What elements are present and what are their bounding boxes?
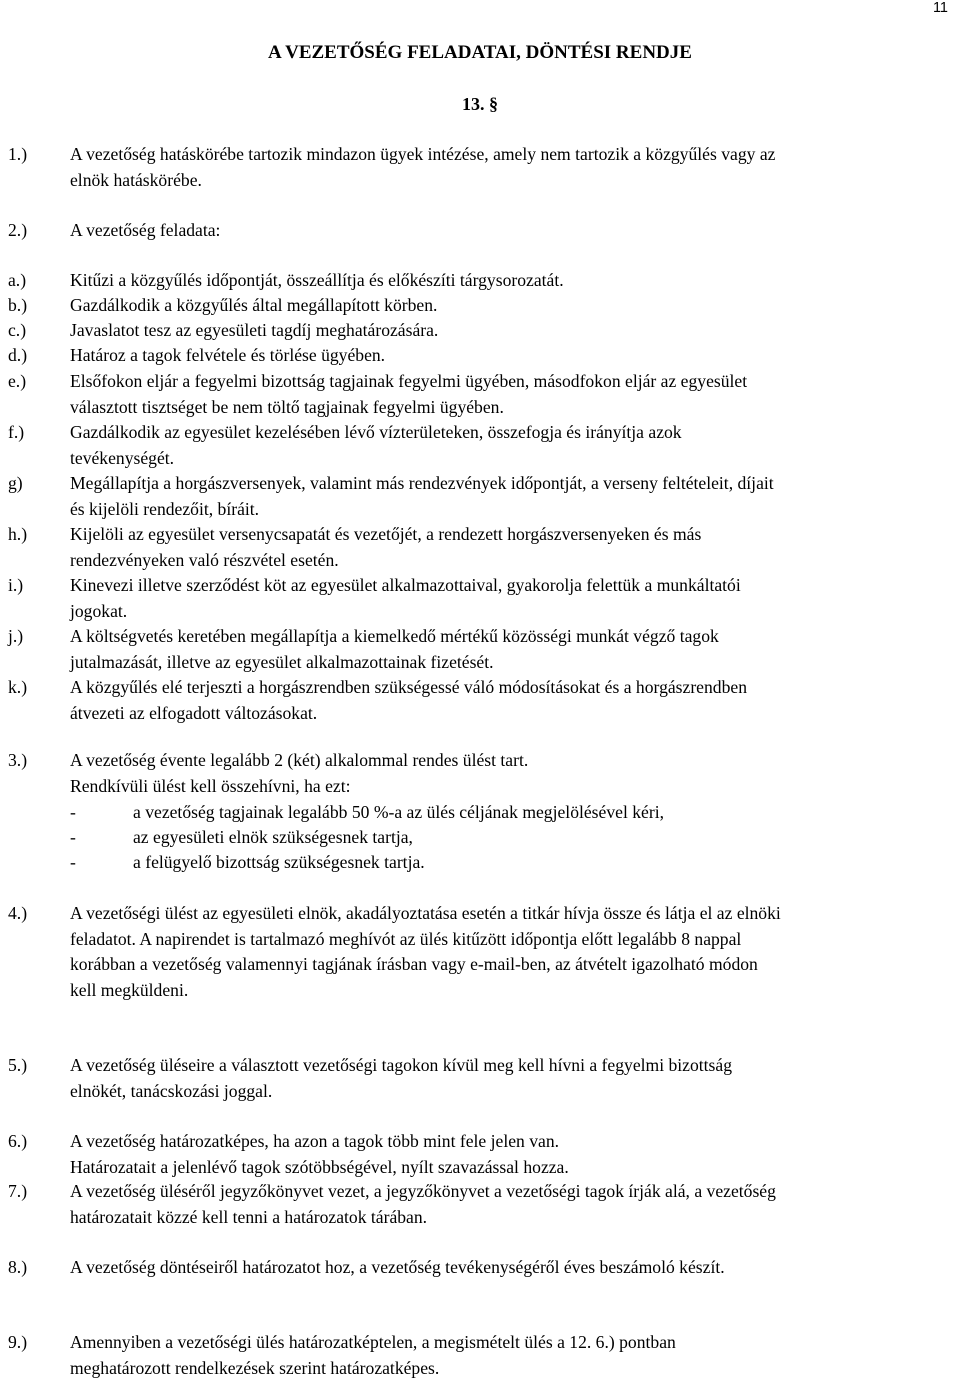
text-line: rendezvényeken való részvétel esetén. (70, 549, 339, 570)
list-item-label: e.) (8, 371, 27, 391)
list-item-text (70, 318, 955, 344)
text-line: Gazdálkodik az egyesület kezelésében lévő vízterületeken, összefogja és irányítja azok (70, 422, 682, 442)
list-item-text (70, 420, 955, 471)
paragraph-label: 7.) (8, 1181, 28, 1201)
text-line: Kijelöli az egyesület versenycsapatát és vezetőjét, a rendezett horgászversenyeken és más (70, 524, 702, 544)
list-item-text (70, 675, 955, 726)
text-line: A közgyűlés elé terjeszti a horgászrendben szükségessé váló módosításokat és a horgászrendben (70, 677, 747, 697)
list-item-label: c.) (8, 320, 27, 340)
text-line: és kijelöli rendezőit, bíráit. (70, 498, 260, 519)
paragraph-label: 2.) (8, 220, 28, 240)
text-line: A vezetőség döntéseiről határozatot hoz, a vezetőség tevékenységéről éves beszámoló készít. (70, 1257, 725, 1277)
dash-bullet: - (70, 802, 76, 822)
text-line: Határozatait a jelenlévő tagok szótöbbségével, nyílt szavazással hozza. (70, 1156, 569, 1177)
paragraph-text (70, 1179, 955, 1230)
text-line: kell megküldeni. (70, 979, 189, 1000)
text-line-part: Amennyiben a vezetőségi ülés határozatképtelen, a megismételt ülés a 12. 6.) pontban (70, 1332, 676, 1352)
list-item-label: b.) (8, 295, 28, 315)
text-line: választott tisztséget be nem töltő tagjainak fegyelmi ügyében. (70, 396, 504, 417)
section-sign-icon: § (484, 94, 498, 114)
document-title: A VEZETŐSÉG FELADATAI, DÖNTÉSI RENDJE (268, 42, 692, 63)
text-line: korábban a vezetőség valamennyi tagjának írásban vagy e-mail-ben, az átvételt igazolható módon (70, 954, 758, 975)
list-item-label: a.) (8, 270, 27, 290)
list-item-text (70, 268, 955, 294)
text-line (70, 1330, 955, 1356)
text-line: A költségvetés keretében megállapítja a kiemelkedő mértékű közösségi munkát végző tagok (70, 626, 719, 646)
text-line: tevékenységét. (70, 447, 175, 468)
text-line: Kinevezi illetve szerződést köt az egyesület alkalmazottaival, gyakorolja felettük a munkáltatói (70, 575, 741, 595)
paragraph-text (70, 1330, 955, 1381)
paragraph-label: 9.) (8, 1332, 28, 1352)
dash-item-text: az egyesületi elnök szükségesnek tartja, (133, 827, 413, 847)
paragraph-text (70, 1129, 955, 1180)
paragraph-text (70, 1053, 955, 1104)
paragraph-text (70, 142, 955, 193)
text-line: A vezetőség évente legalább 2 (két) alkalommal rendes ülést tart. (70, 750, 529, 770)
dash-item-text: a vezetőség tagjainak legalább 50 %-a az ülés céljának megjelölésével kéri, (133, 802, 664, 822)
text-line: jutalmazását, illetve az egyesület alkalmazottainak fizetését. (70, 651, 494, 672)
text-line: A vezetőségi ülést az egyesületi elnök, akadályoztatása esetén a titkár hívja össze és látja el az elnöki (70, 903, 781, 923)
list-item-text (70, 369, 955, 420)
text-line: Gazdálkodik a közgyűlés által megállapított körben. (70, 295, 438, 315)
text-line: Javaslatot tesz az egyesületi tagdíj meghatározására. (70, 320, 439, 340)
list-item-text (70, 471, 955, 522)
paragraph-label: 5.) (8, 1055, 28, 1075)
paragraph-label: 1.) (8, 144, 28, 164)
list-item-label: f.) (8, 422, 25, 442)
text-line: Határoz a tagok felvétele és törlése ügyében. (70, 345, 386, 365)
list-item-text (70, 573, 955, 624)
paragraph-text: A vezetőség feladata: (70, 220, 221, 240)
dash-bullet: - (70, 827, 76, 847)
list-item-label: d.) (8, 345, 28, 365)
list-item-label: i.) (8, 575, 24, 595)
dash-item-text: a felügyelő bizottság szükségesnek tartja. (133, 852, 425, 872)
text-line: Megállapítja a horgászversenyek, valamint más rendezvények időpontját, a verseny feltételeit, díjait (70, 473, 774, 493)
list-item-text (70, 624, 955, 675)
list-item-label: g) (8, 473, 23, 493)
section-number (0, 92, 960, 118)
text-line: meghatározott rendelkezések szerint határozatképes. (70, 1357, 440, 1378)
text-line: feladatot. A napirendet is tartalmazó meghívót az ülés kitűzött időpontja előtt legalább 8 nappal (70, 928, 742, 949)
text-line: Kitűzi a közgyűlés időpontját, összeállítja és előkészíti tárgysorozatát. (70, 270, 564, 290)
text-line: Rendkívüli ülést kell összehívni, ha ezt: (70, 775, 351, 796)
text-line: jogokat. (70, 600, 128, 621)
page-number: 11 (932, 0, 948, 16)
paragraph-label: 3.) (8, 750, 28, 770)
text-line: elnökét, tanácskozási joggal. (70, 1080, 273, 1101)
section-number-text: 13. (462, 94, 485, 114)
list-item-text (70, 343, 955, 369)
list-item-text (70, 522, 955, 573)
text-line: határozatait közzé kell tenni a határozatok tárában. (70, 1206, 428, 1227)
text-line: elnök hatáskörébe. (70, 169, 202, 190)
text-line: A vezetőség üléséről jegyzőkönyvet vezet, a jegyzőkönyvet a vezetőségi tagok írják alá, a vezetőség (70, 1181, 776, 1201)
list-item-label: k.) (8, 677, 28, 697)
paragraph-text (70, 748, 955, 799)
paragraph-text (70, 1255, 955, 1281)
list-item-label: h.) (8, 524, 28, 544)
list-item-label: j.) (8, 626, 24, 646)
text-line: A vezetőség határozatképes, ha azon a tagok több mint fele jelen van. (70, 1131, 560, 1151)
paragraph-label: 4.) (8, 903, 28, 923)
paragraph-label: 6.) (8, 1131, 28, 1151)
list-item-text (70, 293, 955, 319)
text-line: Elsőfokon eljár a fegyelmi bizottság tagjainak fegyelmi ügyében, másodfokon eljár az egyesület (70, 371, 748, 391)
text-line: átvezeti az elfogadott változásokat. (70, 702, 318, 723)
text-line: A vezetőség üléseire a választott vezetőségi tagokon kívül meg kell hívni a fegyelmi bizottság (70, 1055, 733, 1075)
paragraph-text (70, 901, 955, 1003)
dash-bullet: - (70, 852, 76, 872)
text-line: A vezetőség hatáskörébe tartozik mindazon ügyek intézése, amely nem tartozik a közgyűlés vagy az (70, 144, 776, 164)
paragraph-label: 8.) (8, 1257, 28, 1277)
